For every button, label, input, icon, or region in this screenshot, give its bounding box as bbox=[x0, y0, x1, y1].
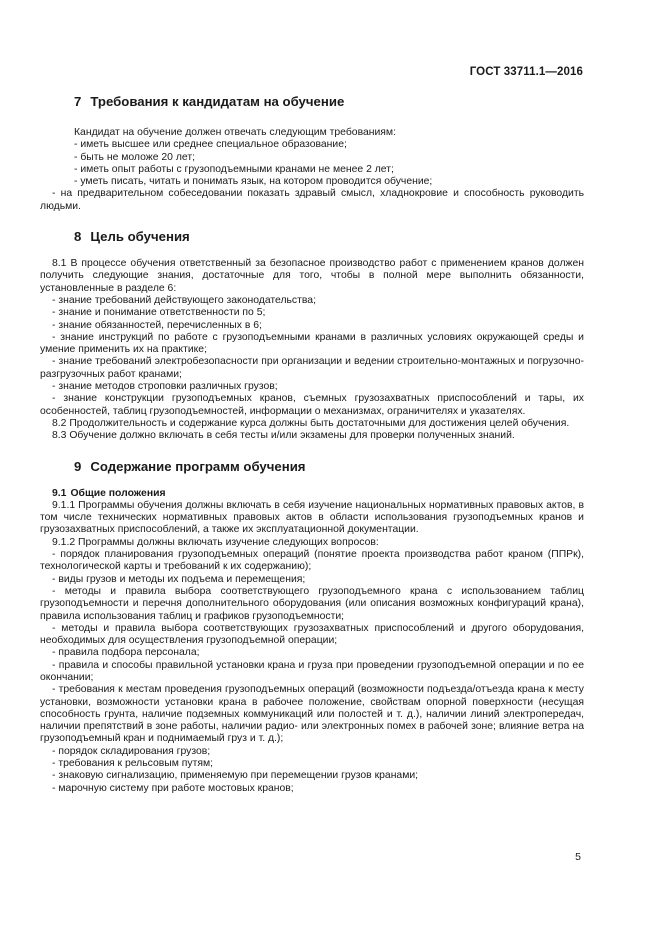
list-item: - иметь опыт работы с грузоподъемными кранами не менее 2 лет; bbox=[74, 163, 394, 175]
section-8-heading bbox=[74, 229, 584, 245]
list-item: - знание и понимание ответственности по 5; bbox=[52, 307, 266, 319]
section-9-heading bbox=[74, 459, 584, 475]
list-item: - знание методов строповки различных грузов; bbox=[52, 381, 278, 393]
list-item: - знаковую сигнализацию, применяемую при перемещении грузов кранами; bbox=[52, 770, 419, 782]
list-item: - марочную систему при работе мостовых кранов; bbox=[52, 782, 294, 794]
document-id: ГОСТ 33711.1—2016 bbox=[469, 66, 583, 78]
paragraph: 8.2 Продолжительность и содержание курса должны быть достаточными для достижения целей обучения. bbox=[52, 417, 570, 429]
list-item: - методы и правила выбора соответствующих грузозахватных приспособлений и другого оборудования, необходимых для осуществления грузоподъемной операции; bbox=[40, 622, 584, 647]
subsection-title: Общие положения bbox=[70, 487, 166, 499]
paragraph: Кандидат на обучение должен отвечать следующим требованиям: bbox=[74, 127, 396, 138]
paragraph: 9.1.2 Программы должны включать изучение следующих вопросов: bbox=[52, 536, 379, 548]
list-item: - знание требований электробезопасности при организации и ведении строительно-монтажных и погрузочно-разгрузочных работ кранами; bbox=[40, 356, 584, 380]
page-number: 5 bbox=[575, 851, 581, 863]
list-item: - знание конструкции грузоподъемных кранов, съемных грузозахватных приспособлений и тары, их особенностей, таблиц грузоподъемностей, информации о механизмах, ограничителях и указателях. bbox=[40, 393, 584, 417]
list-item: - быть не моложе 20 лет; bbox=[74, 151, 195, 163]
list-item: - знание обязанностей, перечисленных в 6; bbox=[52, 319, 262, 331]
list-item: - на предварительном собеседовании показать здравый смысл, хладнокровие и способность руководить людьми. bbox=[40, 188, 584, 212]
list-item: - правила и способы правильной установки крана и груза при проведении грузоподъемной операции и по ее окончании; bbox=[40, 659, 584, 683]
paragraph: 8.1 В процессе обучения ответственный за безопасное производство работ с применением кранов должен получить следующие знания, достаточные для того, чтобы в полной мере выполнить обязанности, установленные в разделе 6: bbox=[40, 258, 584, 294]
section-title: Требования к кандидатам на обучение bbox=[90, 94, 345, 109]
paragraph: 8.3 Обучение должно включать в себя тесты и/или экзамены для проверки полученных знаний. bbox=[52, 430, 515, 442]
list-item: - методы и правила выбора соответствующего грузоподъемного крана с использованием таблиц грузоподъемности и перечня дополнительного оборудования (или описания возможных конфигураций крана), правила использования таблиц и графиков грузоподъемности; bbox=[40, 585, 584, 622]
subsection-heading bbox=[40, 488, 584, 500]
section-title: Содержание программ обучения bbox=[90, 458, 306, 474]
list-item: - знание требований действующего законодательства; bbox=[52, 294, 316, 306]
list-item: - требования к рельсовым путям; bbox=[52, 758, 213, 770]
section-7-heading bbox=[74, 94, 584, 110]
section-number: 8 bbox=[74, 229, 82, 245]
list-item: - иметь высшее или среднее специальное образование; bbox=[74, 139, 347, 151]
subsection-number: 9.1 bbox=[52, 487, 67, 499]
list-item: - уметь писать, читать и понимать язык, на котором проводится обучение; bbox=[74, 176, 433, 188]
section-title: Цель обучения bbox=[90, 229, 190, 245]
paragraph: 9.1.1 Программы обучения должны включать в себя изучение национальных нормативных правовых актов, в том числе технических нормативных правовых актов в области использования грузоподъемных кранов и грузозахватных приспособлений, а также их эксплуатационной документации. bbox=[40, 499, 584, 536]
list-item: - виды грузов и методы их подъема и перемещения; bbox=[52, 573, 306, 585]
section-number: 7 bbox=[74, 94, 82, 109]
list-item: - порядок складирования грузов; bbox=[52, 745, 211, 757]
list-item: - правила подбора персонала; bbox=[52, 647, 200, 659]
section-number: 9 bbox=[74, 458, 82, 474]
list-item: - знание инструкций по работе с грузоподъемными кранами в различных условиях окружающей среды и умение применить их на практике; bbox=[40, 331, 584, 356]
section-8-body bbox=[40, 258, 584, 442]
list-item: - требования к местам проведения грузоподъемных операций (возможности подъезда/отъезда крана к месту установки, возможности установки крана в рабочее положение, свойствам опорной поверхности (несущая способность грунта, наличие подземных коммуникаций или полостей и т. д.), наличии линий электропередач, наличии препятствий в зоне работы, наличии радио- или электронных помех в рабочей зоне; влияние ветра на грузоподъемный кран и поднимаемый груз и т. д.); bbox=[40, 684, 584, 745]
section-9-body bbox=[40, 488, 584, 795]
list-item: - порядок планирования грузоподъемных операций (понятие проекта производства работ краном (ППРк), технологической карты и требований к их содержанию); bbox=[40, 549, 584, 573]
page-content bbox=[40, 92, 584, 795]
